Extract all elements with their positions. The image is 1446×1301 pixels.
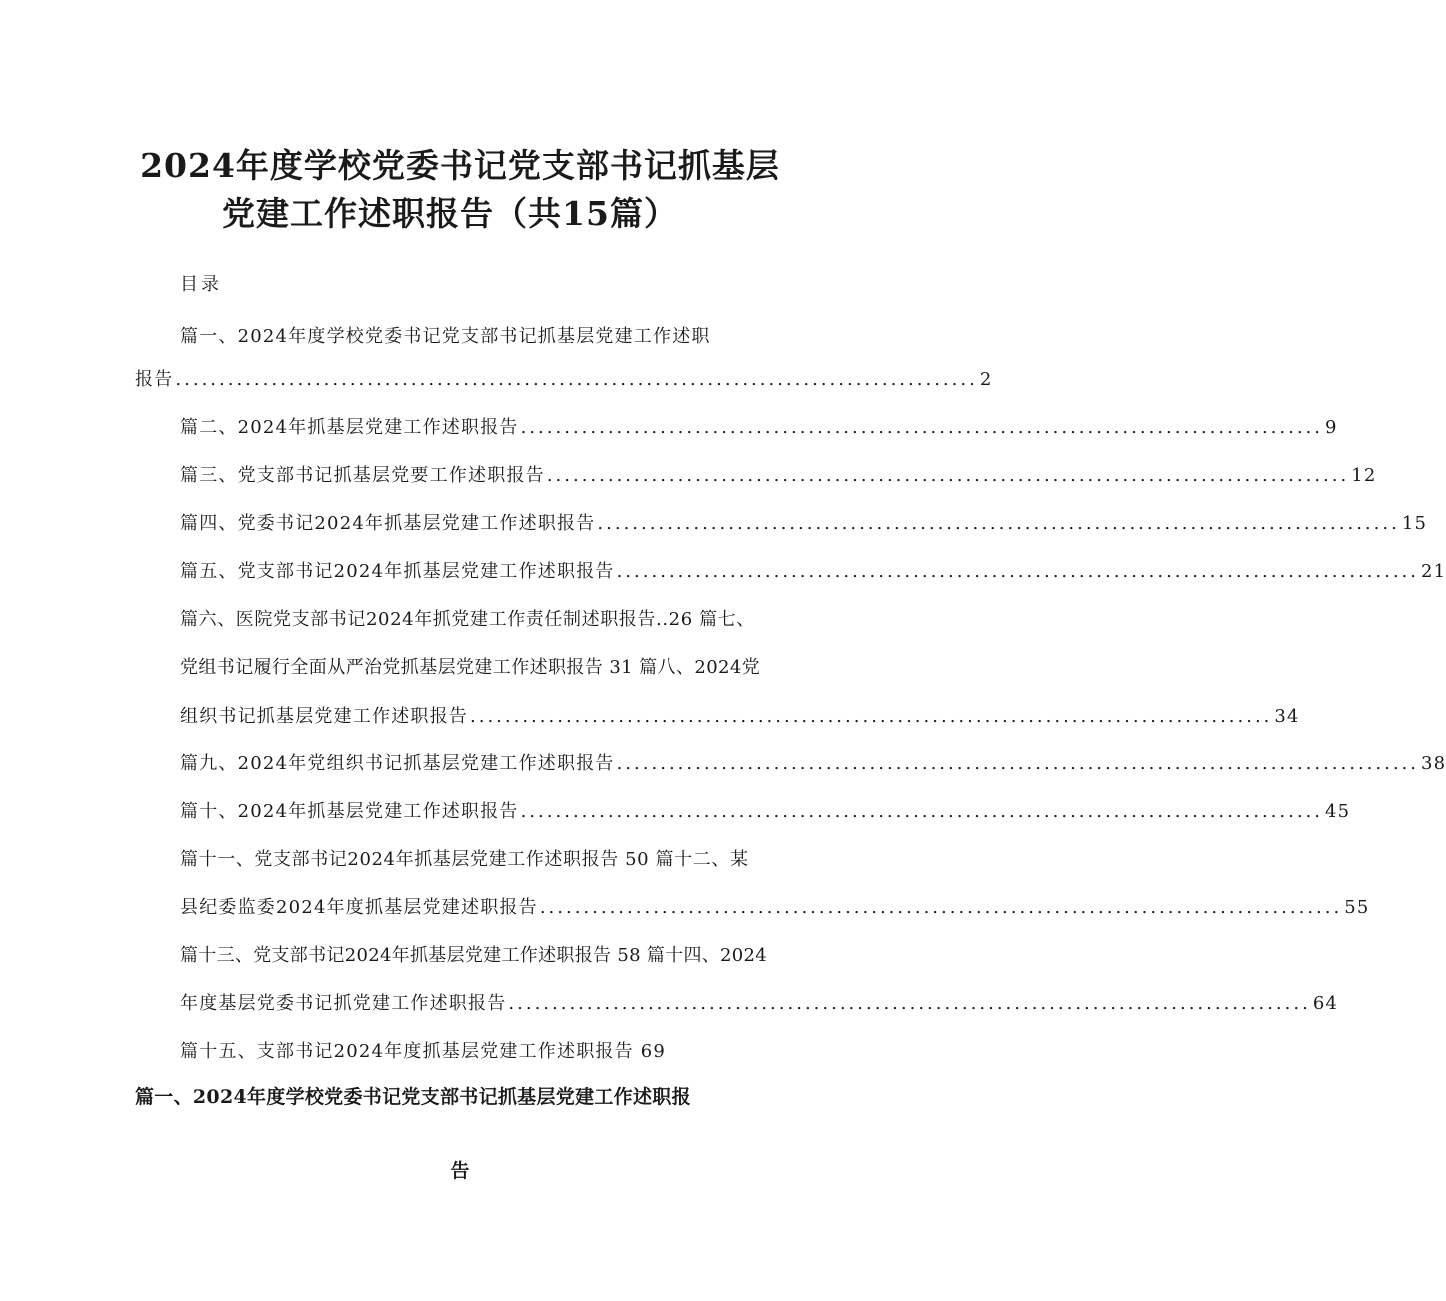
toc-entry-5[interactable] [180, 557, 1446, 583]
document-title-line2: 党建工作述职报告（共15篇） [222, 194, 678, 233]
section-heading-line1: 篇一、2024年度学校党委书记党支部书记抓基层党建工作述职报 [135, 1086, 691, 1108]
toc-page-number: 38 [1421, 753, 1446, 774]
toc-entry-text: 篇五、党支部书记2024年抓基层党建工作述职报告 [180, 561, 615, 582]
toc-page-number: 2 [979, 369, 993, 390]
toc-page-number: 15 [1401, 513, 1428, 534]
leader-dots: ............................................................................................ [616, 561, 1420, 582]
toc-entry-1[interactable] [135, 365, 993, 391]
toc-heading: 目录 [180, 274, 222, 295]
toc-page-number: 55 [1344, 897, 1370, 918]
toc-entry-3[interactable] [180, 461, 1377, 487]
leader-dots: ............................................................................................ [520, 801, 1324, 822]
toc-run-3-line1[interactable]: 篇十三、党支部书记2024年抓基层党建工作述职报告 58 篇十四、2024 [180, 945, 768, 966]
toc-entry-text: 篇三、党支部书记抓基层党要工作述职报告 [180, 465, 545, 486]
toc-entry-text: 篇九、2024年党组织书记抓基层党建工作述职报告 [180, 753, 615, 774]
toc-page-number: 45 [1325, 801, 1351, 822]
document-title-line1: 2024年度学校党委书记党支部书记抓基层 [140, 146, 780, 185]
toc-entry-4[interactable] [180, 509, 1428, 535]
toc-entry-12[interactable] [180, 893, 1370, 919]
toc-entry-14[interactable] [180, 989, 1339, 1015]
toc-entry-text: 篇二、2024年抓基层党建工作述职报告 [180, 417, 519, 438]
toc-entry-8[interactable] [180, 702, 1300, 728]
leader-dots: ............................................................................................ [546, 465, 1350, 486]
leader-dots: ............................................................................................ [175, 369, 978, 390]
leader-dots: ............................................................................................ [470, 706, 1273, 727]
toc-entry-1-line2: 报告 [135, 369, 174, 390]
toc-entry-text: 篇十、2024年抓基层党建工作述职报告 [180, 801, 519, 822]
toc-page-number: 9 [1325, 417, 1338, 438]
section-heading-line2: 告 [450, 1160, 470, 1182]
toc-entry-2[interactable] [180, 413, 1338, 439]
leader-dots: ............................................................................................ [616, 753, 1420, 774]
toc-entry-text: 组织书记抓基层党建工作述职报告 [180, 706, 468, 727]
leader-dots: ............................................................................................ [520, 417, 1324, 438]
toc-page-number: 34 [1274, 706, 1300, 727]
toc-entry-10[interactable] [180, 797, 1351, 823]
toc-entry-text: 县纪委监委2024年度抓基层党建述职报告 [180, 897, 538, 918]
toc-page-number: 12 [1351, 465, 1377, 486]
toc-run-1-line2[interactable]: 党组书记履行全面从严治党抓基层党建工作述职报告 31 篇八、2024党 [180, 657, 761, 678]
leader-dots: ............................................................................................ [597, 513, 1400, 534]
leader-dots: ............................................................................................ [508, 993, 1311, 1014]
toc-run-1-line1[interactable]: 篇六、医院党支部书记2024年抓党建工作责任制述职报告..26 篇七、 [180, 609, 755, 630]
toc-entry-9[interactable] [180, 749, 1446, 775]
toc-page-number: 64 [1312, 993, 1339, 1014]
toc-entry-15[interactable]: 篇十五、支部书记2024年度抓基层党建工作述职报告 69 [180, 1041, 667, 1062]
leader-dots: ............................................................................................ [539, 897, 1343, 918]
toc-entry-text: 年度基层党委书记抓党建工作述职报告 [180, 993, 507, 1014]
toc-entry-text: 篇四、党委书记2024年抓基层党建工作述职报告 [180, 513, 596, 534]
toc-entry-1-line1[interactable]: 篇一、2024年度学校党委书记党支部书记抓基层党建工作述职 [180, 326, 711, 347]
toc-page-number: 21 [1421, 561, 1446, 582]
toc-run-2-line1[interactable]: 篇十一、党支部书记2024年抓基层党建工作述职报告 50 篇十二、某 [180, 849, 749, 870]
